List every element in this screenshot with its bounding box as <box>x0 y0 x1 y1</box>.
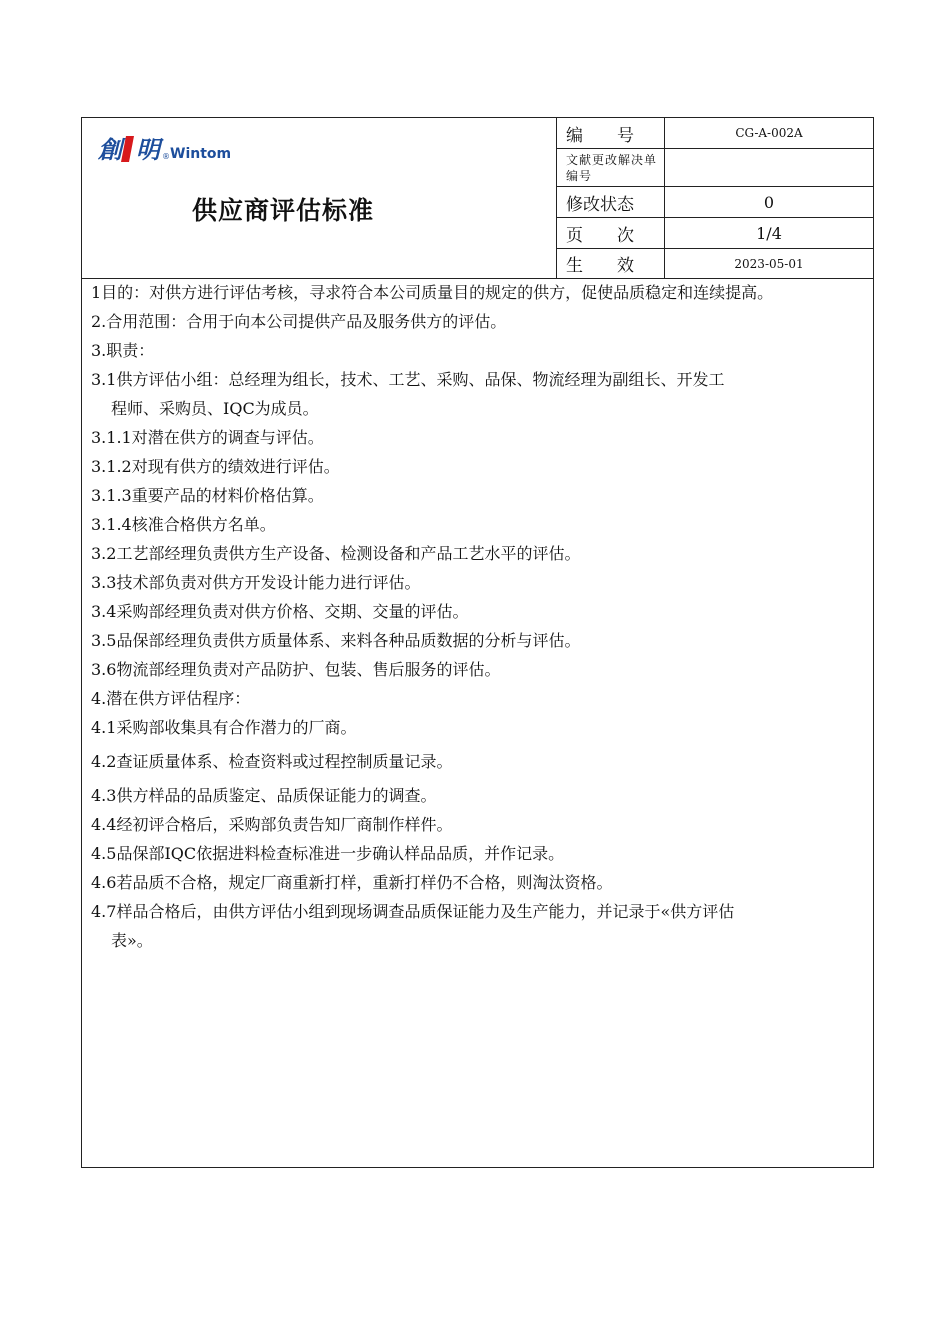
meta-row-page <box>556 218 873 249</box>
meta-value: 2023-05-01 <box>734 256 804 271</box>
paragraph <box>91 365 864 423</box>
paragraph: 2.合用范围：合用于向本公司提供产品及服务供方的评估。 <box>91 312 507 331</box>
meta-label: 生 效 <box>556 249 665 278</box>
meta-value: 1/4 <box>756 223 782 243</box>
paragraph: 3.1.3重要产品的材料价格估算。 <box>91 486 324 505</box>
svg-text:明: 明 <box>136 136 160 164</box>
paragraph: 4.6若品质不合格，规定厂商重新打样，重新打样仍不合格，则淘汰资格。 <box>91 873 613 892</box>
meta-value: 0 <box>763 192 775 212</box>
paragraph-line: 4.7样品合格后，由供方评估小组到现场调查品质保证能力及生产能力，并记录于«供方评估 <box>91 902 735 921</box>
paragraph: 4.5品保部IQC依据进料检查标准进一步确认样品品质，并作记录。 <box>91 844 565 863</box>
meta-value: CG-A-002A <box>735 126 803 140</box>
svg-text:創: 創 <box>98 136 122 164</box>
paragraph <box>91 897 864 955</box>
paragraph-line: 3.1供方评估小组：总经理为组长，技术、工艺、采购、品保、物流经理为副组长、开发工 <box>91 370 725 389</box>
paragraph-line: 表»。 <box>111 931 153 950</box>
paragraph: 3.5品保部经理负责供方质量体系、来料各种品质数据的分析与评估。 <box>91 631 581 650</box>
svg-text:Wintom: Wintom <box>170 146 232 162</box>
paragraph: 4.2查证质量体系、检查资料或过程控制质量记录。 <box>91 752 453 771</box>
paragraph: 3.1.1对潜在供方的调查与评估。 <box>91 428 324 447</box>
meta-row-number <box>556 118 873 149</box>
document-header <box>82 118 873 279</box>
company-logo <box>96 132 266 166</box>
meta-row-revision <box>556 187 873 218</box>
paragraph: 4.4经初评合格后，采购部负责告知厂商制作样件。 <box>91 815 453 834</box>
meta-value <box>665 149 873 186</box>
paragraph: 3.4采购部经理负责对供方价格、交期、交量的评估。 <box>91 602 469 621</box>
meta-label: 页 次 <box>556 218 665 248</box>
paragraph: 1目的：对供方进行评估考核，寻求符合本公司质量目的规定的供方，促使品质稳定和连续提高。 <box>91 283 774 302</box>
svg-text:®: ® <box>162 152 170 161</box>
paragraph: 4.3供方样品的品质鉴定、品质保证能力的调查。 <box>91 786 437 805</box>
paragraph: 3.1.4核准合格供方名单。 <box>91 515 276 534</box>
paragraph: 3.2工艺部经理负责供方生产设备、检测设备和产品工艺水平的评估。 <box>91 544 581 563</box>
paragraph: 3.职责： <box>91 341 155 360</box>
paragraph: 3.6物流部经理负责对产品防护、包装、售后服务的评估。 <box>91 660 501 679</box>
document-meta-table <box>556 118 873 278</box>
meta-label: 编 号 <box>556 118 665 148</box>
meta-label: 修改状态 <box>556 187 665 217</box>
title-cell <box>82 118 557 278</box>
paragraph: 4.1采购部收集具有合作潜力的厂商。 <box>91 718 357 737</box>
document-body <box>82 278 873 955</box>
document-title: 供应商评估标准 <box>192 196 375 225</box>
wintom-logo-icon <box>96 132 266 166</box>
paragraph-line: 程师、采购员、IQC为成员。 <box>111 399 319 418</box>
meta-row-change-order <box>556 149 873 187</box>
paragraph: 3.3技术部负责对供方开发设计能力进行评估。 <box>91 573 421 592</box>
meta-row-effective <box>556 249 873 278</box>
meta-label: 文献更改解决单编号 <box>556 149 665 186</box>
paragraph: 4.潜在供方评估程序： <box>91 689 251 708</box>
paragraph: 3.1.2对现有供方的绩效进行评估。 <box>91 457 340 476</box>
document-frame <box>81 117 874 1168</box>
